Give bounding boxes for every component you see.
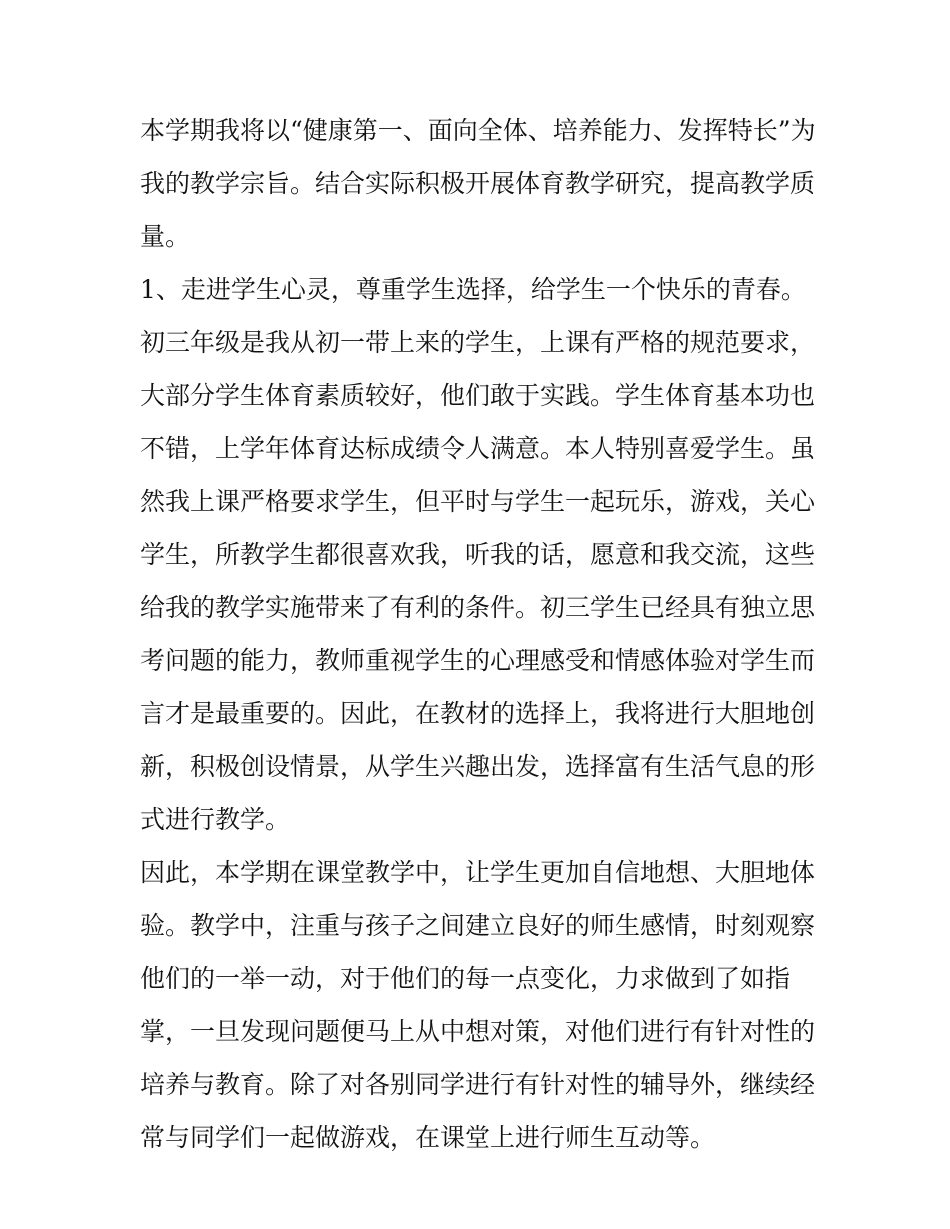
text-line: 他们的一举一动，对于他们的每一点变化，力求做到了如指 <box>140 964 791 993</box>
text-line: 培养与教育。除了对各别同学进行有针对性的辅导外，继续经 <box>140 1070 816 1099</box>
text-line: 考问题的能力，教师重视学生的心理感受和情感体验对学生而 <box>140 646 816 675</box>
text-line: 大部分学生体育素质较好，他们敢于实践。学生体育基本功也 <box>140 381 816 410</box>
text-line: 量。 <box>140 222 191 251</box>
text-line: 言才是最重要的。因此，在教材的选择上，我将进行大胆地创 <box>140 699 816 728</box>
text-line: 学生，所教学生都很喜欢我，听我的话，愿意和我交流，这些 <box>140 540 816 569</box>
text-line: 我的教学宗旨。结合实际积极开展体育教学研究，提高教学质 <box>140 169 816 198</box>
text-line: 掌，一旦发现问题便马上从中想对策，对他们进行有针对性的 <box>140 1017 816 1046</box>
text-line: 本学期我将以“健康第一、面向全体、培养能力、发挥特长”为 <box>140 116 816 145</box>
text-line: 常与同学们一起做游戏，在课堂上进行师生互动等。 <box>140 1123 716 1152</box>
text-line: 因此，本学期在课堂教学中，让学生更加自信地想、大胆地体 <box>140 858 816 887</box>
text-line: 不错，上学年体育达标成绩令人满意。本人特别喜爱学生。虽 <box>140 434 816 463</box>
text-line: 验。教学中，注重与孩子之间建立良好的师生感情，时刻观察 <box>140 911 816 940</box>
text-line: 1、走进学生心灵，尊重学生选择，给学生一个快乐的青春。 <box>140 275 806 304</box>
text-line: 式进行教学。 <box>140 805 291 834</box>
text-line: 给我的教学实施带来了有利的条件。初三学生已经具有独立思 <box>140 593 816 622</box>
text-line: 初三年级是我从初一带上来的学生，上课有严格的规范要求， <box>140 328 816 357</box>
text-line: 新，积极创设情景，从学生兴趣出发，选择富有生活气息的形 <box>140 752 816 781</box>
text-line: 然我上课严格要求学生，但平时与学生一起玩乐，游戏，关心 <box>140 487 816 516</box>
document-body <box>140 104 820 1164</box>
